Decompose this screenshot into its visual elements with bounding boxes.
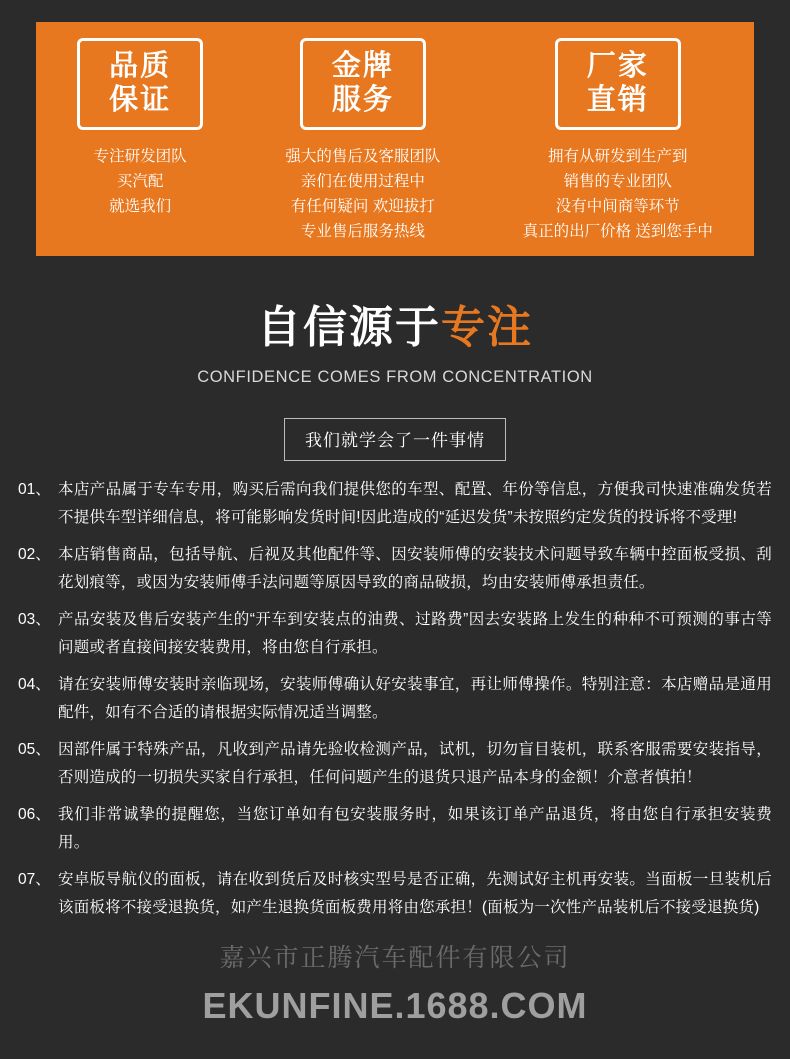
term-text: 产品安装及售后安装产生的“开车到安装点的油费、过路费”因去安装路上发生的种种不可预测的事古等问题或者直接间接安装费用，将由您自行承担。: [58, 611, 772, 656]
list-item: [18, 736, 772, 792]
badge-service: [300, 38, 426, 130]
term-text: 我们非常诚挚的提醒您，当您订单如有包安装服务时，如果该订单产品退货，将由您自行承担安装费用。: [58, 806, 772, 851]
list-item: [18, 801, 772, 857]
list-item: [18, 606, 772, 662]
feature-banner: [36, 22, 754, 256]
feature-text-quality: [94, 144, 187, 219]
term-number: 03、: [18, 611, 51, 628]
feature-column-service: [285, 38, 440, 244]
feature-column-factory: [523, 38, 713, 244]
watermark-company: 嘉兴市正腾汽车配件有限公司: [219, 944, 571, 972]
feature-text-factory: [523, 144, 713, 244]
term-text: 本店产品属于专车专用，购买后需向我们提供您的车型、配置、年份等信息，方便我司快速准确发货若不提供车型详细信息，将可能影响发货时间!因此造成的“延迟发货”未按照约定发货的投诉将不受理!: [58, 481, 772, 526]
feature-text-service-line-2: 亲们在使用过程中: [300, 173, 425, 190]
terms-list: [18, 476, 772, 931]
list-item: [18, 541, 772, 597]
watermark-url: EKUNFINE.1688.COM: [202, 985, 588, 1026]
feature-text-service-line-3: 有任何疑问 欢迎拔打: [290, 198, 435, 215]
badge-service-line-1: 金牌: [331, 50, 394, 82]
badge-factory-line-1: 厂家: [586, 50, 649, 82]
feature-text-factory-line-4: 真正的出厂价格 送到您手中: [522, 223, 713, 240]
list-item: [18, 671, 772, 727]
feature-text-factory-line-2: 销售的专业团队: [563, 173, 672, 190]
feature-text-factory-line-3: 没有中间商等环节: [555, 198, 680, 215]
term-number: 04、: [18, 676, 51, 693]
term-number: 01、: [18, 481, 51, 498]
page-title-prefix: 自信源于: [257, 303, 441, 352]
headline-block: [0, 300, 790, 387]
feature-text-service-line-4: 专业售后服务热线: [300, 223, 425, 240]
badge-quality-line-1: 品质: [109, 50, 172, 82]
term-number: 06、: [18, 806, 51, 823]
term-number: 02、: [18, 546, 51, 563]
term-number: 07、: [18, 871, 51, 888]
badge-quality: [77, 38, 203, 130]
feature-text-service-line-1: 强大的售后及客服团队: [285, 148, 441, 165]
list-item: [18, 866, 772, 922]
badge-factory-line-2: 直销: [586, 84, 649, 116]
badge-service-line-2: 服务: [331, 84, 394, 116]
badge-quality-line-2: 保证: [109, 84, 172, 116]
term-text: 安卓版导航仪的面板，请在收到货后及时核实型号是否正确，先测试好主机再安装。当面板一旦装机后该面板将不接受退换货，如产生退换货面板费用将由您承担！(面板为一次性产品装机后不接受退换货): [58, 871, 772, 916]
term-text: 因部件属于特殊产品，凡收到产品请先验收检测产品，试机，切勿盲目装机，联系客服需要安装指导，否则造成的一切损失买家自行承担，任何问题产生的退货只退产品本身的金额！介意者慎拍！: [58, 741, 772, 786]
page-subtitle-en: CONFIDENCE COMES FROM CONCENTRATION: [197, 368, 593, 386]
feature-text-quality-line-2: 买汽配: [116, 173, 164, 190]
page-title-accent: 专注: [441, 303, 533, 352]
feature-text-factory-line-1: 拥有从研发到生产到: [547, 148, 688, 165]
term-text: 本店销售商品，包括导航、后视及其他配件等、因安装师傅的安装技术问题导致车辆中控面板受损、刮花划痕等，或因为安装师傅手法问题等原因导致的商品破损，均由安装师傅承担责任。: [58, 546, 772, 591]
feature-text-service: [285, 144, 440, 244]
feature-text-quality-line-3: 就选我们: [109, 198, 172, 215]
term-text: 请在安装师傅安装时亲临现场，安装师傅确认好安装事宜，再让师傅操作。特别注意：本店赠品是通用配件，如有不合适的请根据实际情况适当调整。: [58, 676, 772, 721]
feature-column-quality: [77, 38, 203, 219]
badge-factory: [555, 38, 681, 130]
term-number: 05、: [18, 741, 51, 758]
page-title: [0, 300, 790, 356]
statement-box: 我们就学会了一件事情: [284, 418, 506, 461]
feature-text-quality-line-1: 专注研发团队: [93, 148, 187, 165]
list-item: [18, 476, 772, 532]
